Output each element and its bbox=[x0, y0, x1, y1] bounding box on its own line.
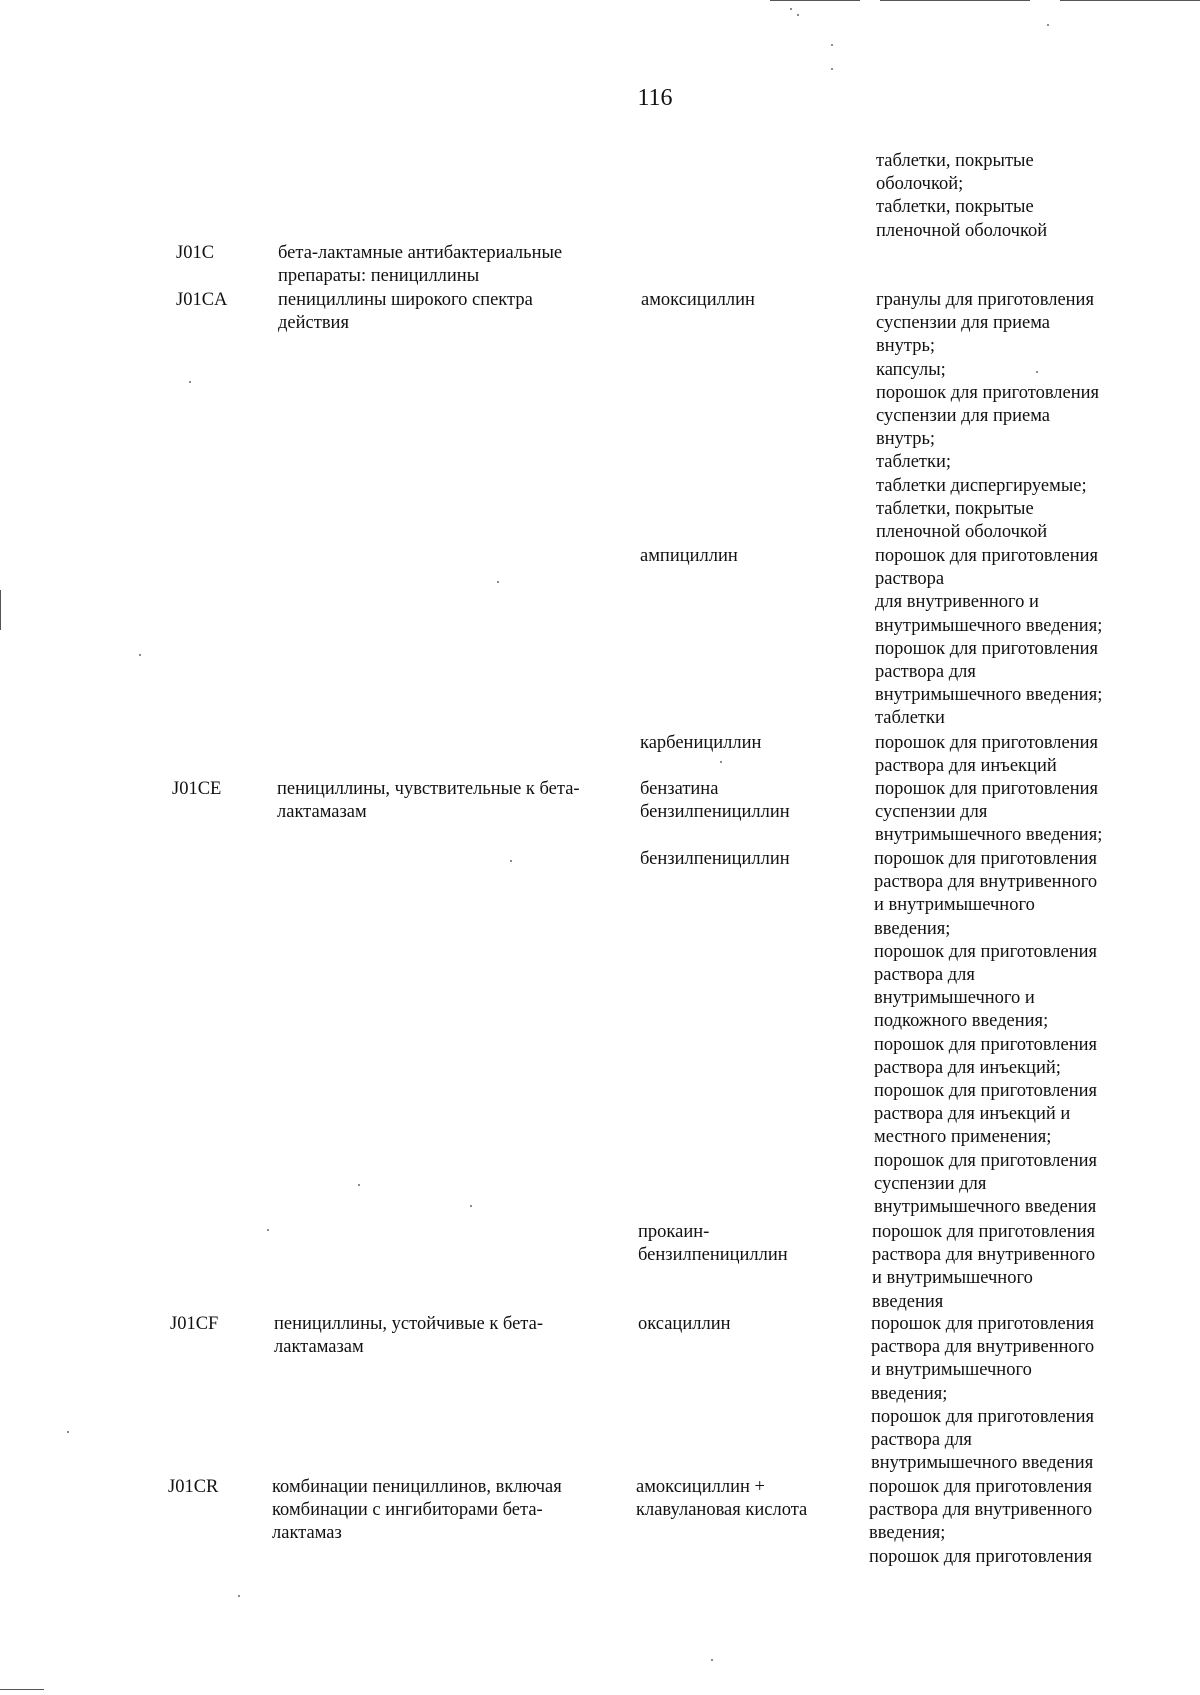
scan-speck bbox=[238, 1595, 240, 1597]
dosage-forms: порошок для приготовления раствора для инъекций bbox=[875, 733, 1099, 777]
scan-speck bbox=[711, 1659, 713, 1661]
scan-speck bbox=[831, 68, 833, 70]
scan-mark bbox=[770, 0, 860, 1]
drug-name: амоксициллин bbox=[641, 290, 755, 310]
dosage-forms: порошок для приготовления раствора для внутривенного и внутримышечного введения; порошок для приготовления раствора для внутримышечного введения; таблетки bbox=[875, 546, 1103, 729]
drug-name: прокаин- бензилпенициллин bbox=[638, 1222, 788, 1266]
scan-speck bbox=[1036, 371, 1038, 373]
atc-group-name: пенициллины, чувствительные к бета- лактамазам bbox=[277, 779, 580, 823]
page-number: 116 bbox=[637, 85, 673, 111]
scan-speck bbox=[189, 381, 191, 383]
dosage-forms: порошок для приготовления раствора для внутривенного введения; порошок для приготовления bbox=[869, 1477, 1093, 1567]
dosage-forms: таблетки, покрытые оболочкой; таблетки, покрытые пленочной оболочкой bbox=[876, 151, 1048, 241]
drug-name: карбенициллин bbox=[640, 733, 762, 753]
scan-speck bbox=[831, 44, 833, 46]
atc-code: J01CE bbox=[172, 779, 222, 799]
scan-speck bbox=[139, 654, 141, 656]
drug-name: ампициллин bbox=[640, 546, 738, 566]
atc-group-name: пенициллины, устойчивые к бета- лактамазам bbox=[274, 1314, 543, 1358]
atc-code: J01C bbox=[176, 243, 215, 263]
dosage-forms: порошок для приготовления раствора для внутривенного и внутримышечного введения; порошок для приготовления раствора для внутримышечного и подкожного введения; порошок для приготовления раствора для инъекций; порошок для приготовления раствора для инъекций и местного применения; порошок для приготовления суспензии для внутримышечного введения bbox=[874, 849, 1098, 1218]
dosage-forms: порошок для приготовления раствора для внутривенного и внутримышечного введения bbox=[872, 1222, 1096, 1312]
scan-speck bbox=[267, 1229, 269, 1231]
dosage-forms: гранулы для приготовления суспензии для приема внутрь; капсулы; порошок для приготовления суспензии для приема внутрь; таблетки; таблетки диспергируемые; таблетки, покрытые пленочной оболочкой bbox=[876, 290, 1100, 543]
drug-name: оксациллин bbox=[638, 1314, 731, 1334]
drug-name: бензилпенициллин bbox=[640, 849, 790, 869]
scan-speck bbox=[497, 581, 499, 583]
scan-speck bbox=[797, 14, 799, 16]
scan-speck bbox=[790, 8, 792, 10]
drug-name: амоксициллин + клавулановая кислота bbox=[636, 1477, 808, 1521]
scan-speck bbox=[510, 860, 512, 862]
scan-speck bbox=[1047, 24, 1049, 26]
atc-code: J01CA bbox=[176, 290, 228, 310]
scan-mark bbox=[0, 590, 1, 630]
dosage-forms: порошок для приготовления раствора для внутривенного и внутримышечного введения; порошок для приготовления раствора для внутримышечного введения bbox=[871, 1314, 1095, 1474]
atc-code: J01CF bbox=[170, 1314, 219, 1334]
atc-code: J01CR bbox=[168, 1477, 219, 1497]
scan-mark bbox=[1060, 0, 1200, 1]
scan-speck bbox=[720, 761, 722, 763]
scan-speck bbox=[358, 1184, 360, 1186]
scan-mark bbox=[0, 1689, 44, 1690]
atc-group-name: бета-лактамные антибактериальные препараты: пенициллины bbox=[278, 243, 563, 287]
scan-speck bbox=[67, 1431, 69, 1433]
drug-name: бензатина бензилпенициллин bbox=[640, 779, 790, 823]
scan-mark bbox=[880, 0, 1030, 1]
atc-group-name: комбинации пенициллинов, включая комбинации с ингибиторами бета- лактамаз bbox=[272, 1477, 562, 1544]
scan-speck bbox=[470, 1205, 472, 1207]
dosage-forms: порошок для приготовления суспензии для внутримышечного введения; bbox=[875, 779, 1103, 846]
atc-group-name: пенициллины широкого спектра действия bbox=[278, 290, 533, 334]
